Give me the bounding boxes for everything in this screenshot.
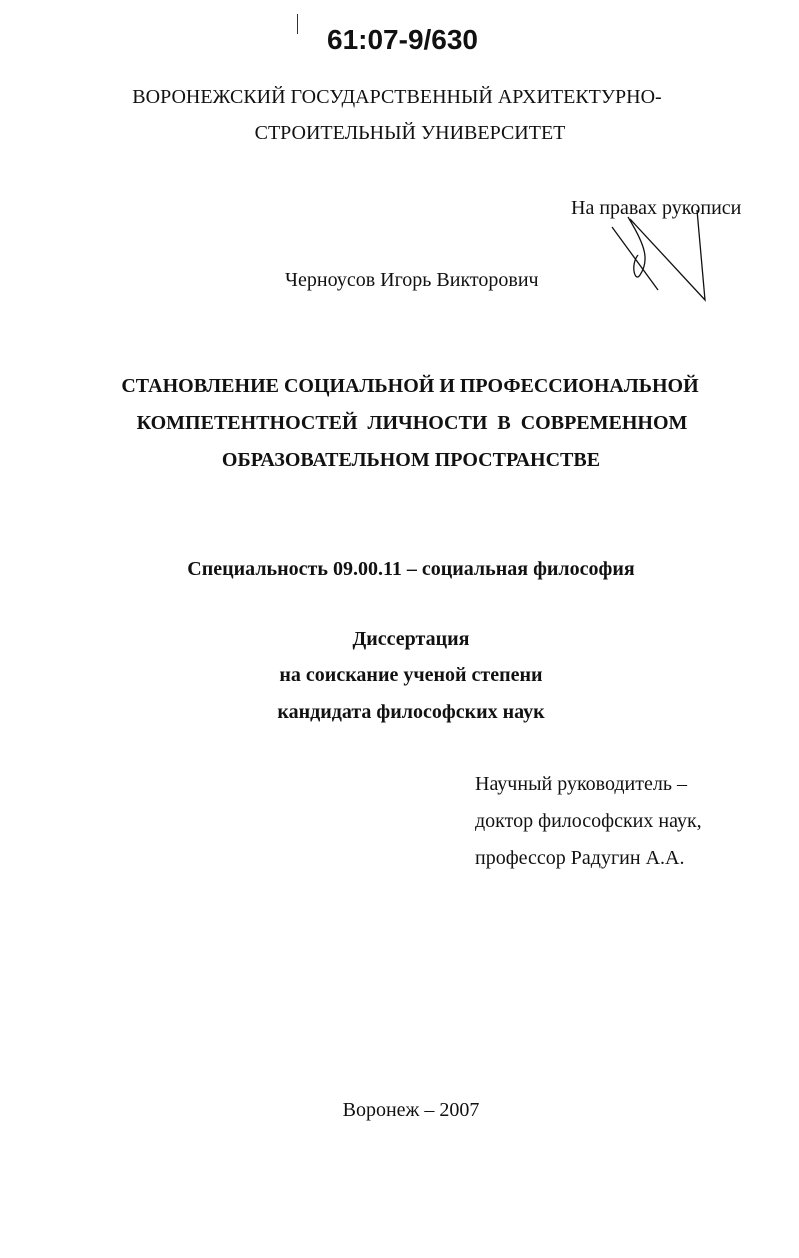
title-line-1: СТАНОВЛЕНИЕ СОЦИАЛЬНОЙ И ПРОФЕССИОНАЛЬНОЙ — [121, 375, 699, 397]
supervisor-line-3: профессор Радугин А.А. — [475, 847, 685, 869]
supervisor-line-1: Научный руководитель – — [475, 773, 687, 795]
scan-mark — [297, 14, 298, 34]
degree-line-2: на соискание ученой степени — [279, 664, 543, 686]
institution-line-1: ВОРОНЕЖСКИЙ ГОСУДАРСТВЕННЫЙ АРХИТЕКТУРНО- — [132, 86, 662, 108]
signature — [600, 205, 720, 315]
specialty: Специальность 09.00.11 – социальная философия — [187, 558, 635, 580]
title-line-3: ОБРАЗОВАТЕЛЬНОМ ПРОСТРАНСТВЕ — [221, 449, 601, 471]
institution-line-2: СТРОИТЕЛЬНЫЙ УНИВЕРСИТЕТ — [254, 122, 566, 144]
rights-note: На правах рукописи — [571, 197, 742, 219]
author-name: Черноусов Игорь Викторович — [285, 269, 539, 291]
title-line-2: КОМПЕТЕНТНОСТЕЙ ЛИЧНОСТИ В СОВРЕМЕННОМ — [136, 412, 688, 434]
catalog-code: 61:07-9/630 — [327, 24, 479, 55]
place-year: Воронеж – 2007 — [342, 1099, 480, 1121]
supervisor-line-2: доктор философских наук, — [475, 810, 702, 832]
degree-line-3: кандидата философских наук — [277, 701, 545, 723]
degree-line-1: Диссертация — [352, 628, 470, 650]
